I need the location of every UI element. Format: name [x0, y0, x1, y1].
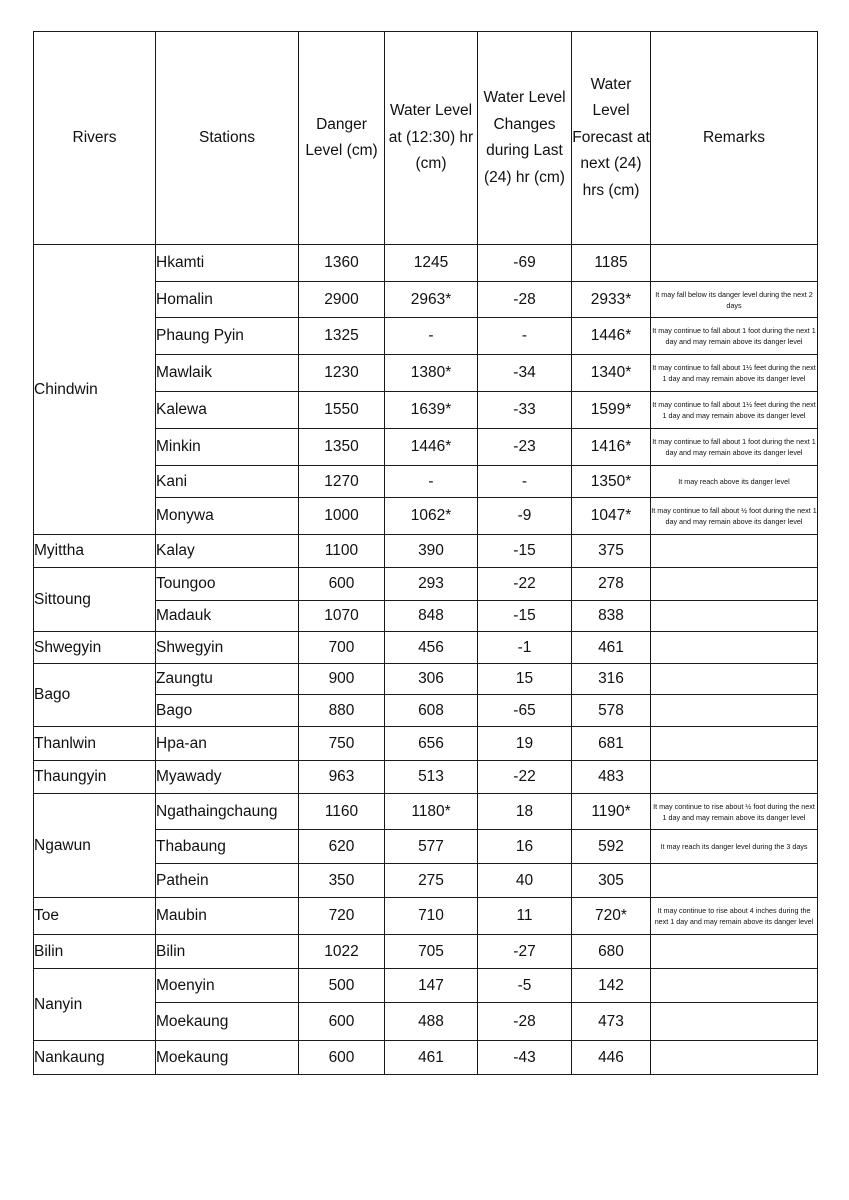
- level-change-cell: -23: [478, 429, 572, 466]
- level-change-cell: -22: [478, 761, 572, 794]
- table-row: [34, 727, 818, 761]
- remark-cell: [651, 761, 818, 794]
- station-name-cell: Moekaung: [156, 1003, 299, 1041]
- level-change-cell: -34: [478, 355, 572, 392]
- level-change-cell: -5: [478, 969, 572, 1003]
- river-name-cell: Shwegyin: [34, 632, 156, 664]
- river-water-level-table: [33, 31, 818, 1075]
- water-level-cell: -: [385, 318, 478, 355]
- station-name-cell: Shwegyin: [156, 632, 299, 664]
- water-level-cell: 2963*: [385, 282, 478, 318]
- danger-level-cell: 1325: [299, 318, 385, 355]
- forecast-cell: 680: [572, 935, 651, 969]
- forecast-cell: 375: [572, 535, 651, 568]
- danger-level-cell: 1100: [299, 535, 385, 568]
- river-name-cell: Sittoung: [34, 568, 156, 632]
- station-name-cell: Hkamti: [156, 245, 299, 282]
- danger-level-cell: 1022: [299, 935, 385, 969]
- station-name-cell: Pathein: [156, 864, 299, 898]
- remark-cell: [651, 568, 818, 601]
- river-name-cell: Nanyin: [34, 969, 156, 1041]
- level-change-cell: 19: [478, 727, 572, 761]
- remark-cell: [651, 935, 818, 969]
- danger-level-cell: 1360: [299, 245, 385, 282]
- table-row: [34, 632, 818, 664]
- water-level-cell: 577: [385, 830, 478, 864]
- station-name-cell: Homalin: [156, 282, 299, 318]
- level-change-cell: 18: [478, 794, 572, 830]
- forecast-cell: 1190*: [572, 794, 651, 830]
- forecast-cell: 473: [572, 1003, 651, 1041]
- water-level-cell: 390: [385, 535, 478, 568]
- water-level-cell: 1446*: [385, 429, 478, 466]
- danger-level-cell: 963: [299, 761, 385, 794]
- danger-level-cell: 880: [299, 695, 385, 727]
- remark-cell: It may continue to fall about 1½ feet during the next 1 day and may remain above its danger level: [651, 392, 818, 429]
- forecast-cell: 316: [572, 664, 651, 695]
- danger-level-cell: 900: [299, 664, 385, 695]
- header-rivers: Rivers: [34, 32, 156, 245]
- danger-level-cell: 600: [299, 1003, 385, 1041]
- level-change-cell: -33: [478, 392, 572, 429]
- danger-level-cell: 600: [299, 568, 385, 601]
- river-name-cell: Thanlwin: [34, 727, 156, 761]
- remark-cell: [651, 664, 818, 695]
- water-level-cell: 461: [385, 1041, 478, 1075]
- water-level-cell: 1180*: [385, 794, 478, 830]
- danger-level-cell: 1350: [299, 429, 385, 466]
- river-name-cell: Myittha: [34, 535, 156, 568]
- station-name-cell: Moenyin: [156, 969, 299, 1003]
- level-change-cell: 11: [478, 898, 572, 935]
- forecast-cell: 142: [572, 969, 651, 1003]
- level-change-cell: -: [478, 318, 572, 355]
- forecast-cell: 305: [572, 864, 651, 898]
- header-forecast: Water Level Forecast at next (24) hrs (cm): [572, 32, 651, 245]
- river-name-cell: Toe: [34, 898, 156, 935]
- river-name-cell: Bilin: [34, 935, 156, 969]
- water-level-cell: 275: [385, 864, 478, 898]
- table-row: [34, 935, 818, 969]
- water-level-cell: 608: [385, 695, 478, 727]
- remark-cell: [651, 695, 818, 727]
- forecast-cell: 681: [572, 727, 651, 761]
- water-level-cell: 710: [385, 898, 478, 935]
- water-level-cell: 705: [385, 935, 478, 969]
- forecast-cell: 278: [572, 568, 651, 601]
- station-name-cell: Moekaung: [156, 1041, 299, 1075]
- remark-cell: [651, 245, 818, 282]
- station-name-cell: Madauk: [156, 601, 299, 632]
- danger-level-cell: 1270: [299, 466, 385, 498]
- level-change-cell: -: [478, 466, 572, 498]
- water-level-cell: 513: [385, 761, 478, 794]
- remark-cell: [651, 969, 818, 1003]
- level-change-cell: -65: [478, 695, 572, 727]
- danger-level-cell: 720: [299, 898, 385, 935]
- station-name-cell: Thabaung: [156, 830, 299, 864]
- station-name-cell: Kalay: [156, 535, 299, 568]
- remark-cell: It may continue to rise about 4 inches during the next 1 day and may remain above its danger level: [651, 898, 818, 935]
- water-level-cell: 1245: [385, 245, 478, 282]
- danger-level-cell: 2900: [299, 282, 385, 318]
- forecast-cell: 1599*: [572, 392, 651, 429]
- table-row: [34, 568, 818, 601]
- danger-level-cell: 620: [299, 830, 385, 864]
- water-level-cell: 1639*: [385, 392, 478, 429]
- level-change-cell: 40: [478, 864, 572, 898]
- remark-cell: [651, 1003, 818, 1041]
- table-row: [34, 898, 818, 935]
- forecast-cell: 1047*: [572, 498, 651, 535]
- water-level-cell: 1380*: [385, 355, 478, 392]
- water-level-cell: 147: [385, 969, 478, 1003]
- station-name-cell: Mawlaik: [156, 355, 299, 392]
- danger-level-cell: 1160: [299, 794, 385, 830]
- forecast-cell: 720*: [572, 898, 651, 935]
- forecast-cell: 483: [572, 761, 651, 794]
- danger-level-cell: 1550: [299, 392, 385, 429]
- remark-cell: It may continue to fall about ½ foot during the next 1 day and may remain above its danger level: [651, 498, 818, 535]
- forecast-cell: 1350*: [572, 466, 651, 498]
- station-name-cell: Ngathaingchaung: [156, 794, 299, 830]
- level-change-cell: -28: [478, 1003, 572, 1041]
- level-change-cell: -69: [478, 245, 572, 282]
- forecast-cell: 1446*: [572, 318, 651, 355]
- forecast-cell: 592: [572, 830, 651, 864]
- danger-level-cell: 1070: [299, 601, 385, 632]
- table-row: [34, 761, 818, 794]
- danger-level-cell: 1230: [299, 355, 385, 392]
- river-name-cell: Chindwin: [34, 245, 156, 535]
- table-row: [34, 245, 818, 282]
- station-name-cell: Bago: [156, 695, 299, 727]
- forecast-cell: 2933*: [572, 282, 651, 318]
- level-change-cell: -15: [478, 535, 572, 568]
- remark-cell: [651, 535, 818, 568]
- remark-cell: It may fall below its danger level during the next 2 days: [651, 282, 818, 318]
- water-level-cell: 656: [385, 727, 478, 761]
- forecast-cell: 1416*: [572, 429, 651, 466]
- remark-cell: It may continue to fall about 1½ feet during the next 1 day and may remain above its danger level: [651, 355, 818, 392]
- danger-level-cell: 1000: [299, 498, 385, 535]
- danger-level-cell: 700: [299, 632, 385, 664]
- remark-cell: It may continue to fall about 1 foot during the next 1 day and may remain above its danger level: [651, 318, 818, 355]
- remark-cell: [651, 1041, 818, 1075]
- remark-cell: It may continue to fall about 1 foot during the next 1 day and may remain above its danger level: [651, 429, 818, 466]
- level-change-cell: 16: [478, 830, 572, 864]
- station-name-cell: Hpa-an: [156, 727, 299, 761]
- water-level-cell: -: [385, 466, 478, 498]
- level-change-cell: -1: [478, 632, 572, 664]
- forecast-cell: 838: [572, 601, 651, 632]
- station-name-cell: Minkin: [156, 429, 299, 466]
- remark-cell: It may reach above its danger level: [651, 466, 818, 498]
- station-name-cell: Bilin: [156, 935, 299, 969]
- water-level-cell: 1062*: [385, 498, 478, 535]
- remark-cell: [651, 632, 818, 664]
- remark-cell: [651, 864, 818, 898]
- river-name-cell: Thaungyin: [34, 761, 156, 794]
- water-level-cell: 848: [385, 601, 478, 632]
- water-level-cell: 306: [385, 664, 478, 695]
- station-name-cell: Maubin: [156, 898, 299, 935]
- remark-cell: It may continue to rise about ½ foot during the next 1 day and may remain above its danger level: [651, 794, 818, 830]
- station-name-cell: Phaung Pyin: [156, 318, 299, 355]
- table-row: [34, 969, 818, 1003]
- station-name-cell: Myawady: [156, 761, 299, 794]
- table-row: [34, 535, 818, 568]
- forecast-cell: 1185: [572, 245, 651, 282]
- remark-cell: It may reach its danger level during the 3 days: [651, 830, 818, 864]
- header-remarks: Remarks: [651, 32, 818, 245]
- level-change-cell: -9: [478, 498, 572, 535]
- header-stations: Stations: [156, 32, 299, 245]
- remark-cell: [651, 727, 818, 761]
- river-name-cell: Ngawun: [34, 794, 156, 898]
- danger-level-cell: 500: [299, 969, 385, 1003]
- station-name-cell: Kani: [156, 466, 299, 498]
- level-change-cell: -28: [478, 282, 572, 318]
- river-name-cell: Nankaung: [34, 1041, 156, 1075]
- level-change-cell: -43: [478, 1041, 572, 1075]
- station-name-cell: Kalewa: [156, 392, 299, 429]
- danger-level-cell: 350: [299, 864, 385, 898]
- forecast-cell: 461: [572, 632, 651, 664]
- forecast-cell: 1340*: [572, 355, 651, 392]
- level-change-cell: -27: [478, 935, 572, 969]
- header-water-level: Water Level at (12:30) hr (cm): [385, 32, 478, 245]
- header-level-changes: Water Level Changes during Last (24) hr (cm): [478, 32, 572, 245]
- forecast-cell: 446: [572, 1041, 651, 1075]
- danger-level-cell: 600: [299, 1041, 385, 1075]
- station-name-cell: Zaungtu: [156, 664, 299, 695]
- forecast-cell: 578: [572, 695, 651, 727]
- level-change-cell: -22: [478, 568, 572, 601]
- table-row: [34, 794, 818, 830]
- table-row: [34, 664, 818, 695]
- header-row: [34, 32, 818, 245]
- water-level-cell: 456: [385, 632, 478, 664]
- river-name-cell: Bago: [34, 664, 156, 727]
- level-change-cell: 15: [478, 664, 572, 695]
- station-name-cell: Monywa: [156, 498, 299, 535]
- remark-cell: [651, 601, 818, 632]
- water-level-cell: 293: [385, 568, 478, 601]
- water-level-cell: 488: [385, 1003, 478, 1041]
- header-danger-level: Danger Level (cm): [299, 32, 385, 245]
- level-change-cell: -15: [478, 601, 572, 632]
- table-row: [34, 1041, 818, 1075]
- danger-level-cell: 750: [299, 727, 385, 761]
- station-name-cell: Toungoo: [156, 568, 299, 601]
